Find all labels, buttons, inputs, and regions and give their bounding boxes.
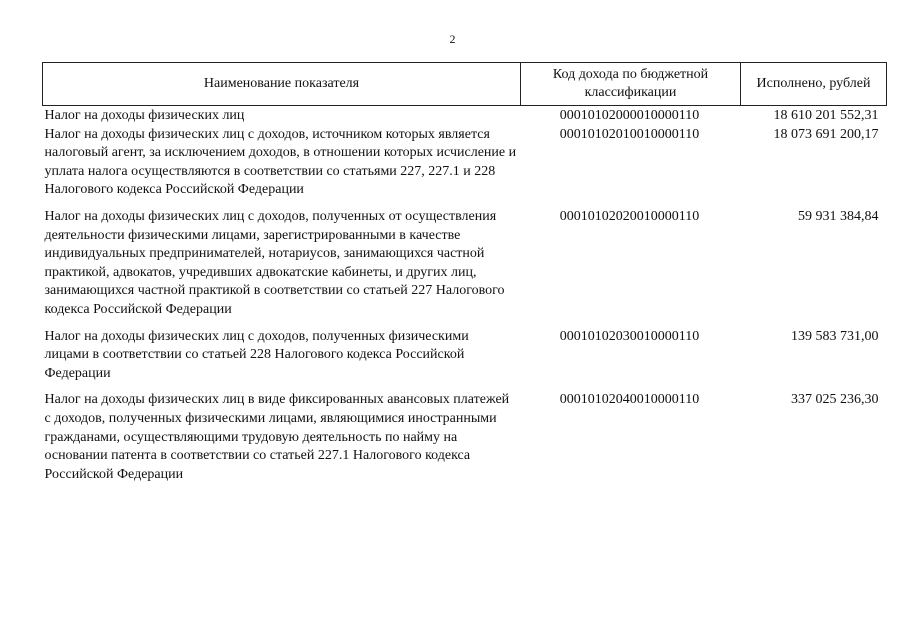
row-revenue-code: 00010102030010000110 [559,328,700,344]
row-indicator-name: Налог на доходы физических лиц с доходов, полученных от осуществления деятельности физическими лицами, зарегистрированными в качестве индивидуальных предпринимателей, нотариусов, занимающихся частной практикой, адвокатов, учредивших адвокатские кабинеты, и других лиц, занимающихся частной практикой в соответствии со статьей 227 Налогового кодекса Российской Федерации [44,208,505,317]
row-executed-amount: 59 931 384,84 [798,208,879,224]
row-indicator-name: Налог на доходы физических лиц в виде фиксированных авансовых платежей с доходов, полученных физическими лицами, являющимися иностранными гражданами, осуществляющими трудовую деятельность по найму на основании патента в соответствии со статьей 227.1 Налогового кодекса Российской Федерации [44,392,510,482]
row-revenue-code: 00010102000010000110 [559,108,700,123]
table-row [43,391,887,484]
table-row [43,208,887,328]
row-executed-amount: 337 025 236,30 [791,392,879,408]
row-revenue-code: 00010102020010000110 [559,208,700,224]
page-number: 2 [449,32,456,46]
row-executed-amount: 18 610 201 552,31 [773,108,879,123]
header-executed-amount: Исполнено, рублей [741,63,887,106]
table-row [43,328,887,392]
table-header-row [43,63,887,106]
row-indicator-name: Налог на доходы физических лиц [44,108,245,123]
header-revenue-code: Код дохода по бюджетной классификации [521,63,741,106]
revenue-table [42,62,887,484]
table-row [43,126,887,208]
row-indicator-name: Налог на доходы физических лиц с доходов, полученных физическими лицами в соответствии со статьей 228 Налогового кодекса Российской Федерации [44,328,469,381]
row-executed-amount: 139 583 731,00 [791,328,879,344]
table-row [43,106,887,126]
row-revenue-code: 00010102010010000110 [559,126,700,142]
row-executed-amount: 18 073 691 200,17 [773,126,879,142]
header-indicator-name: Наименование показателя [43,63,521,106]
row-indicator-name: Налог на доходы физических лиц с доходов, источником которых является налоговый агент, за исключением доходов, в отношении которых исчисление и уплата налога осуществляются в соответствии со статьями 227, 227.1 и 228 Налогового кодекса Российской Федерации [44,126,517,198]
row-revenue-code: 00010102040010000110 [559,392,700,408]
